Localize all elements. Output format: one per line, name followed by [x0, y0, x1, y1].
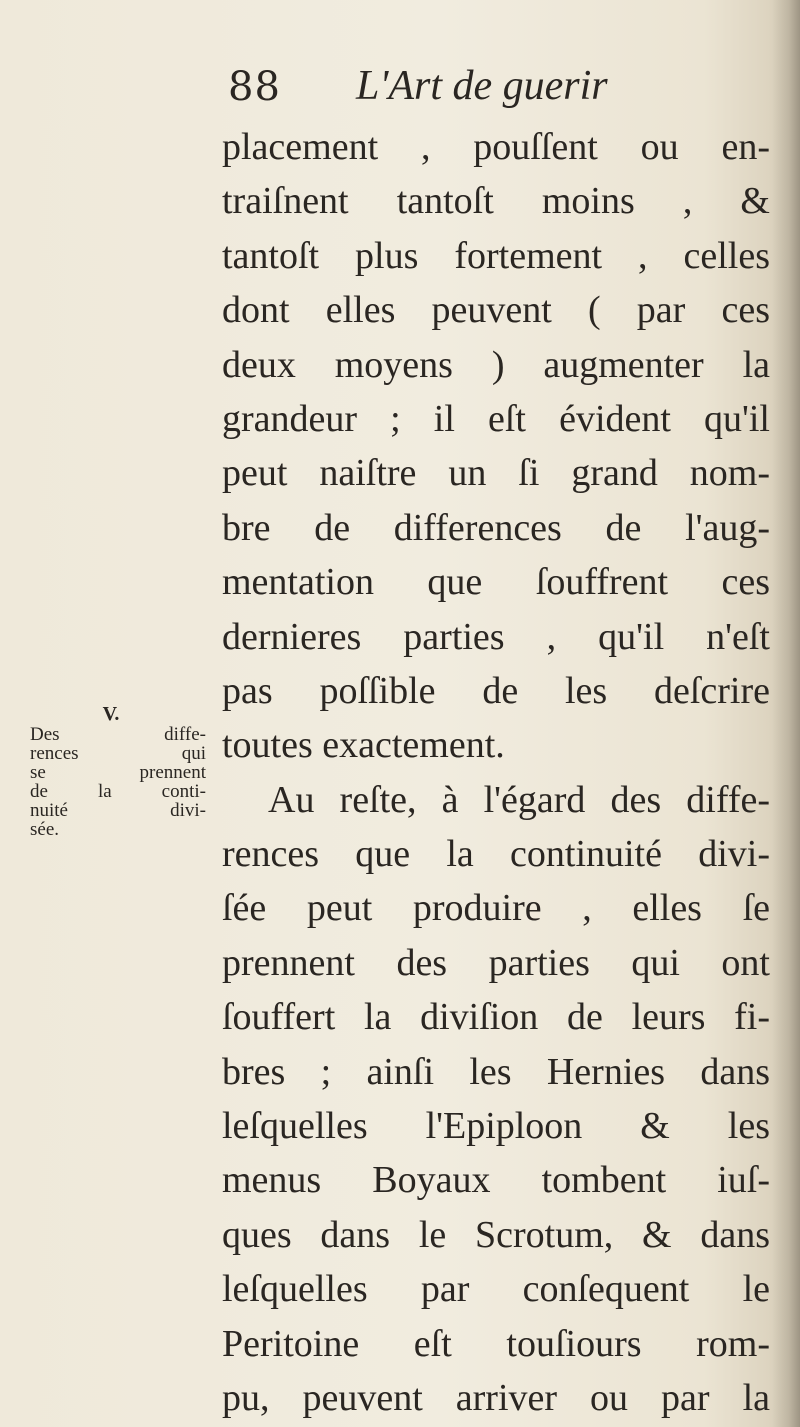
- margin-note-numeral: V.: [102, 703, 120, 725]
- text-line: toutes exactement.: [222, 724, 505, 767]
- text-line: traiſnent tantoſt moins , &: [222, 180, 770, 223]
- text-line: bres ; ainſi les Hernies dans: [222, 1050, 770, 1093]
- margin-note: [30, 703, 208, 839]
- margin-note-line: rences qui: [30, 743, 206, 764]
- margin-note-line: sée.: [30, 819, 60, 840]
- margin-note-line: Des diffe-: [30, 724, 206, 745]
- text-line: ques dans le Scrotum, & dans: [222, 1213, 770, 1256]
- text-line: Au reſte, à l'égard des diffe-: [268, 778, 770, 821]
- margin-note-line: nuité divi-: [30, 800, 206, 821]
- margin-note-line: de la conti-: [30, 781, 206, 802]
- text-line: pu, peuvent arriver ou par la: [222, 1376, 770, 1419]
- text-line: Peritoine eſt touſiours rom-: [222, 1322, 770, 1365]
- text-line: leſquelles l'Epiploon & les: [222, 1105, 770, 1148]
- text-line: dont elles peuvent ( par ces: [222, 289, 770, 332]
- text-line: rences que la continuité divi-: [222, 833, 770, 876]
- text-line: placement , pouſſent ou en-: [222, 126, 770, 168]
- text-line: grandeur ; il eſt évident qu'il: [222, 397, 770, 440]
- text-line: dernieres parties , qu'il n'eſt: [222, 615, 770, 658]
- page-header: [228, 58, 768, 120]
- margin-note-line: se prennent: [30, 762, 206, 783]
- page-number: 88: [228, 64, 281, 110]
- text-line: menus Boyaux tombent iuſ-: [222, 1159, 770, 1202]
- text-line: leſquelles par conſequent le: [222, 1268, 770, 1311]
- text-line: peut naiſtre un ſi grand nom-: [222, 452, 770, 495]
- text-line: deux moyens ) augmenter la: [222, 343, 770, 386]
- running-title: L'Art de guerir: [356, 63, 608, 109]
- text-line: bre de differences de l'aug-: [222, 506, 770, 549]
- text-line: mentation que ſouffrent ces: [222, 561, 770, 604]
- text-line: tantoſt plus fortement , celles: [222, 234, 770, 277]
- body-text: [222, 120, 770, 1425]
- text-line: ſouffert la diviſion de leurs fi-: [222, 996, 770, 1039]
- text-line: pas poſſible de les deſcrire: [222, 669, 770, 712]
- page-edge-shadow: [772, 0, 800, 1427]
- text-line: ſée peut produire , elles ſe: [222, 887, 770, 930]
- text-line: prennent des parties qui ont: [222, 941, 770, 984]
